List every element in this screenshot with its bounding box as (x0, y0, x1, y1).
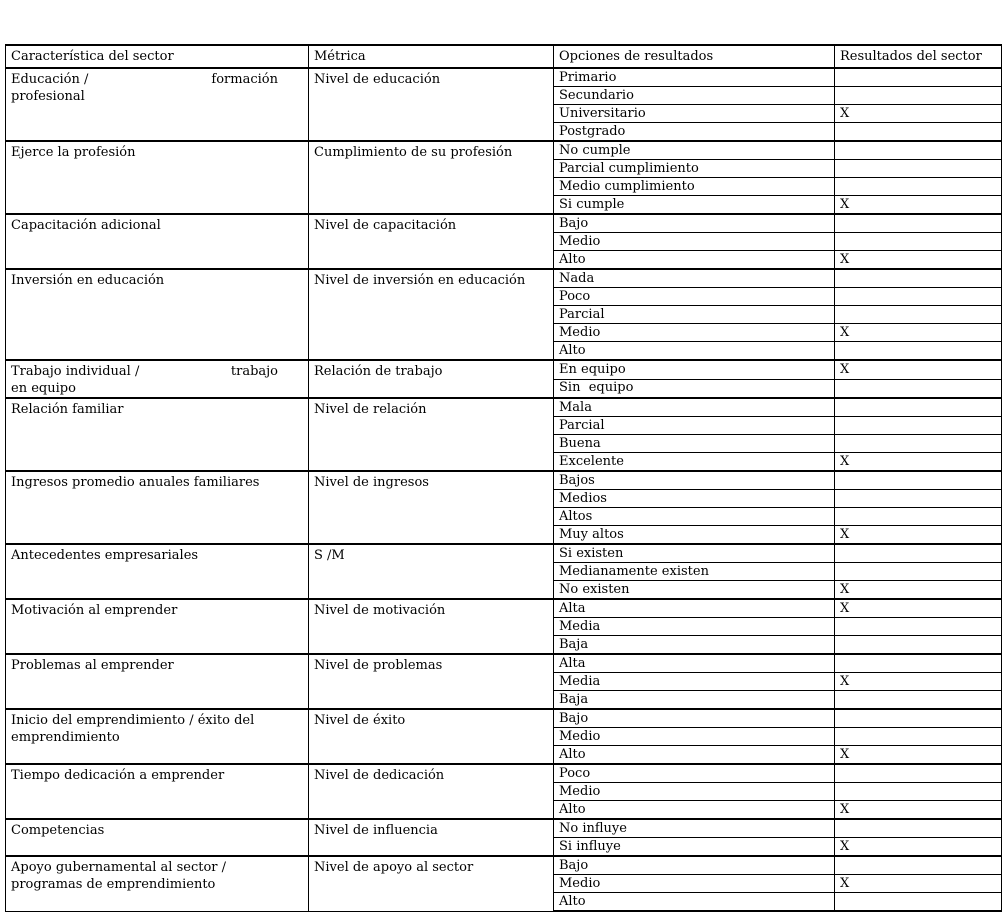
characteristic-text: Motivación al emprender (11, 603, 178, 618)
result-cell (835, 728, 1002, 746)
metric-text: Nivel de problemas (314, 658, 443, 673)
characteristic-cell (6, 68, 309, 141)
option-label: Bajo (559, 710, 589, 726)
option-row (6, 398, 1002, 417)
characteristic-text: Educación / (11, 72, 89, 87)
option-cell (554, 599, 835, 618)
metric-text: Cumplimiento de su profesión (314, 145, 513, 160)
option-label: Media (559, 618, 601, 634)
option-label: Baja (559, 691, 589, 707)
option-label: Alto (559, 746, 586, 762)
option-label: No cumple (559, 142, 631, 158)
result-cell (835, 654, 1002, 673)
option-label: Medianamente existen (559, 563, 709, 579)
option-row (6, 856, 1002, 875)
header-resultados-del-sector: Resultados del sector (835, 45, 1002, 68)
result-cell (835, 563, 1002, 581)
option-cell (554, 838, 835, 857)
option-cell (554, 764, 835, 783)
option-row (6, 214, 1002, 233)
result-cell (835, 673, 1002, 691)
option-label: Nada (559, 270, 595, 286)
option-label: Medio (559, 728, 601, 744)
option-label: Parcial (559, 417, 605, 433)
option-label: Alta (559, 600, 586, 616)
result-cell (835, 141, 1002, 160)
characteristic-text: emprendimiento (11, 730, 120, 745)
metric-text: Nivel de éxito (314, 713, 406, 728)
result-cell (835, 87, 1002, 105)
characteristic-text: formación (211, 72, 278, 87)
result-mark: X (840, 875, 850, 891)
result-cell (835, 471, 1002, 490)
result-cell (835, 178, 1002, 196)
option-cell (554, 783, 835, 801)
characteristic-text: Trabajo individual / (11, 364, 140, 379)
option-cell (554, 417, 835, 435)
result-mark: X (840, 526, 850, 542)
option-label: Medio (559, 783, 601, 799)
characteristic-text: programas de emprendimiento (11, 877, 216, 892)
characteristic-text: Competencias (11, 823, 105, 838)
table-header (6, 45, 1002, 68)
metric-cell (309, 214, 554, 269)
option-label: Primario (559, 69, 617, 85)
result-cell (835, 709, 1002, 728)
result-cell (835, 105, 1002, 123)
characteristic-cell (6, 471, 309, 544)
option-cell (554, 435, 835, 453)
result-cell (835, 544, 1002, 563)
result-cell (835, 288, 1002, 306)
characteristic-cell (6, 654, 309, 709)
option-cell (554, 360, 835, 379)
option-cell (554, 709, 835, 728)
metric-text: Nivel de influencia (314, 823, 438, 838)
result-cell (835, 417, 1002, 435)
option-label: Postgrado (559, 123, 626, 139)
characteristic-cell (6, 398, 309, 471)
result-cell (835, 360, 1002, 379)
option-cell (554, 141, 835, 160)
option-label: Medios (559, 490, 607, 506)
characteristic-line (11, 71, 304, 88)
result-cell (835, 838, 1002, 857)
characteristic-line (11, 712, 304, 729)
option-row (6, 141, 1002, 160)
metric-text: Nivel de relación (314, 402, 427, 417)
result-cell (835, 398, 1002, 417)
option-cell (554, 746, 835, 765)
metric-cell (309, 819, 554, 856)
result-cell (835, 342, 1002, 361)
characteristic-text: profesional (11, 89, 85, 104)
result-cell (835, 819, 1002, 838)
characteristic-text: trabajo (230, 364, 278, 379)
metric-cell (309, 654, 554, 709)
characteristic-text: Problemas al emprender (11, 658, 174, 673)
header-metrica: Métrica (309, 45, 554, 68)
option-label: Alto (559, 893, 586, 909)
option-label: Poco (559, 288, 591, 304)
option-label: Muy altos (559, 526, 624, 542)
option-label: Excelente (559, 453, 624, 469)
metric-text: Nivel de educación (314, 72, 441, 87)
result-cell (835, 618, 1002, 636)
option-cell (554, 819, 835, 838)
option-label: Medio (559, 233, 601, 249)
characteristic-line (11, 859, 304, 876)
result-cell (835, 123, 1002, 142)
option-label: Medio cumplimiento (559, 178, 695, 194)
result-cell (835, 783, 1002, 801)
metric-text: Nivel de capacitación (314, 218, 457, 233)
option-label: Sin equipo (559, 380, 634, 396)
option-row (6, 68, 1002, 87)
option-row (6, 269, 1002, 288)
option-cell (554, 105, 835, 123)
option-cell (554, 654, 835, 673)
option-label: Alto (559, 342, 586, 358)
option-label: Altos (559, 508, 593, 524)
option-cell (554, 673, 835, 691)
result-mark: X (840, 196, 850, 212)
option-row (6, 764, 1002, 783)
option-cell (554, 160, 835, 178)
option-cell (554, 526, 835, 545)
characteristic-cell (6, 856, 309, 911)
option-label: Secundario (559, 87, 634, 103)
result-cell (835, 435, 1002, 453)
option-label: Alto (559, 251, 586, 267)
header-opciones-de-resultados: Opciones de resultados (554, 45, 835, 68)
option-label: Bajos (559, 472, 595, 488)
option-cell (554, 563, 835, 581)
characteristic-cell (6, 819, 309, 856)
result-cell (835, 508, 1002, 526)
characteristic-cell (6, 269, 309, 360)
option-label: Si influye (559, 838, 621, 854)
characteristic-cell (6, 360, 309, 398)
result-mark: X (840, 746, 850, 762)
result-cell (835, 214, 1002, 233)
characteristic-text: Antecedentes empresariales (11, 548, 199, 563)
option-label: Medio (559, 875, 601, 891)
result-mark: X (840, 251, 850, 267)
result-cell (835, 691, 1002, 710)
option-label: En equipo (559, 361, 626, 377)
option-label: Bajo (559, 215, 589, 231)
option-cell (554, 123, 835, 142)
characteristic-text: Inversión en educación (11, 273, 165, 288)
result-cell (835, 764, 1002, 783)
option-label: Alta (559, 655, 586, 671)
option-cell (554, 196, 835, 215)
option-cell (554, 87, 835, 105)
table-body (6, 68, 1002, 911)
option-cell (554, 508, 835, 526)
characteristic-text: Ingresos promedio anuales familiares (11, 475, 260, 490)
option-row (6, 544, 1002, 563)
result-cell (835, 379, 1002, 398)
result-mark: X (840, 105, 850, 121)
option-label: Universitario (559, 105, 646, 121)
result-mark: X (840, 581, 850, 597)
result-mark: X (840, 453, 850, 469)
characteristic-line (11, 88, 304, 105)
option-label: No influye (559, 820, 627, 836)
metric-cell (309, 471, 554, 544)
characteristic-text: Inicio del emprendimiento / éxito del (11, 713, 255, 728)
option-row (6, 360, 1002, 379)
option-cell (554, 471, 835, 490)
option-cell (554, 68, 835, 87)
result-cell (835, 856, 1002, 875)
characteristic-text: en equipo (11, 381, 76, 396)
metric-cell (309, 68, 554, 141)
option-row (6, 709, 1002, 728)
result-cell (835, 526, 1002, 545)
option-row (6, 819, 1002, 838)
option-label: Alto (559, 801, 586, 817)
result-mark: X (840, 673, 850, 689)
result-cell (835, 196, 1002, 215)
option-cell (554, 728, 835, 746)
characteristic-cell (6, 544, 309, 599)
result-cell (835, 324, 1002, 342)
option-cell (554, 398, 835, 417)
characteristic-line (11, 876, 304, 893)
option-cell (554, 288, 835, 306)
option-cell (554, 801, 835, 820)
option-cell (554, 324, 835, 342)
result-mark: X (840, 801, 850, 817)
header-row (6, 45, 1002, 68)
result-cell (835, 599, 1002, 618)
metric-cell (309, 856, 554, 911)
sector-characteristics-table (5, 44, 1002, 912)
option-label: Media (559, 673, 601, 689)
result-cell (835, 251, 1002, 270)
option-cell (554, 544, 835, 563)
option-cell (554, 490, 835, 508)
metric-cell (309, 269, 554, 360)
result-cell (835, 160, 1002, 178)
option-label: Buena (559, 435, 601, 451)
option-label: No existen (559, 581, 630, 597)
option-label: Poco (559, 765, 591, 781)
result-cell (835, 233, 1002, 251)
result-mark: X (840, 361, 850, 377)
characteristic-text: Apoyo gubernamental al sector / (11, 860, 227, 875)
option-cell (554, 636, 835, 655)
option-cell (554, 453, 835, 472)
option-row (6, 599, 1002, 618)
option-label: Parcial (559, 306, 605, 322)
option-cell (554, 379, 835, 398)
metric-cell (309, 398, 554, 471)
characteristic-text: Capacitación adicional (11, 218, 161, 233)
option-label: Si cumple (559, 196, 625, 212)
metric-cell (309, 764, 554, 819)
option-cell (554, 691, 835, 710)
metric-text: Nivel de ingresos (314, 475, 429, 490)
option-cell (554, 875, 835, 893)
option-cell (554, 856, 835, 875)
result-cell (835, 68, 1002, 87)
option-label: Mala (559, 399, 592, 415)
metric-cell (309, 599, 554, 654)
result-cell (835, 453, 1002, 472)
result-mark: X (840, 838, 850, 854)
option-cell (554, 618, 835, 636)
metric-cell (309, 544, 554, 599)
result-cell (835, 746, 1002, 765)
option-cell (554, 178, 835, 196)
metric-text: S /M (314, 548, 345, 563)
result-cell (835, 636, 1002, 655)
result-mark: X (840, 600, 850, 616)
option-label: Parcial cumplimiento (559, 160, 699, 176)
option-cell (554, 251, 835, 270)
characteristic-line (11, 380, 304, 397)
result-cell (835, 306, 1002, 324)
option-cell (554, 269, 835, 288)
option-cell (554, 233, 835, 251)
metric-cell (309, 360, 554, 398)
metric-text: Relación de trabajo (314, 364, 443, 379)
header-caracteristica-del-sector: Característica del sector (6, 45, 309, 68)
characteristic-line (11, 363, 304, 380)
characteristic-cell (6, 709, 309, 764)
option-row (6, 471, 1002, 490)
characteristic-text: Relación familiar (11, 402, 124, 417)
option-cell (554, 893, 835, 912)
result-mark: X (840, 324, 850, 340)
option-row (6, 654, 1002, 673)
metric-text: Nivel de apoyo al sector (314, 860, 474, 875)
result-cell (835, 490, 1002, 508)
characteristic-cell (6, 214, 309, 269)
metric-cell (309, 709, 554, 764)
characteristic-cell (6, 599, 309, 654)
option-cell (554, 342, 835, 361)
metric-text: Nivel de dedicación (314, 768, 445, 783)
option-cell (554, 306, 835, 324)
metric-cell (309, 141, 554, 214)
result-cell (835, 875, 1002, 893)
characteristic-text: Ejerce la profesión (11, 145, 136, 160)
option-label: Medio (559, 324, 601, 340)
result-cell (835, 269, 1002, 288)
characteristic-text: Tiempo dedicación a emprender (11, 768, 225, 783)
characteristic-line (11, 729, 304, 746)
option-label: Bajo (559, 857, 589, 873)
metric-text: Nivel de motivación (314, 603, 446, 618)
characteristic-cell (6, 141, 309, 214)
characteristic-cell (6, 764, 309, 819)
option-label: Si existen (559, 545, 624, 561)
option-label: Baja (559, 636, 589, 652)
result-cell (835, 801, 1002, 820)
option-cell (554, 214, 835, 233)
result-cell (835, 581, 1002, 600)
option-cell (554, 581, 835, 600)
metric-text: Nivel de inversión en educación (314, 273, 526, 288)
result-cell (835, 893, 1002, 912)
